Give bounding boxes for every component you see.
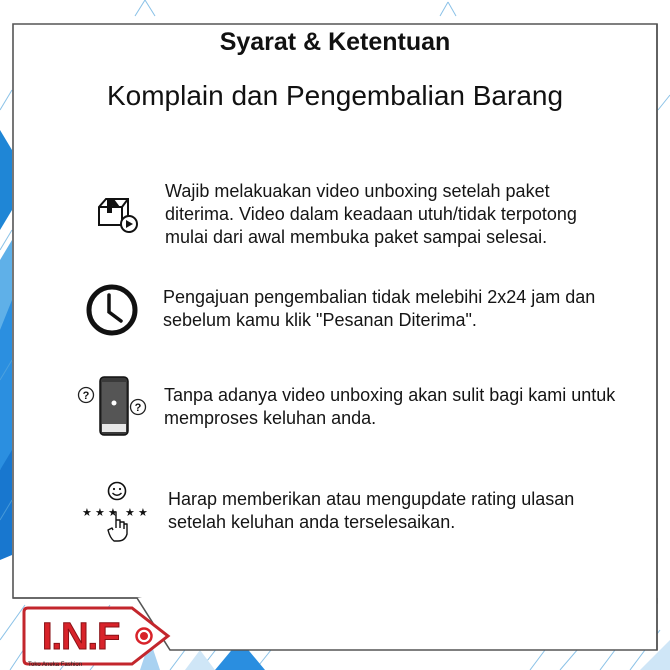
svg-text:★: ★ [108, 506, 118, 519]
phone-question-icon [76, 376, 150, 438]
text-line: sebelum kamu klik "Pesanan Diterima". [163, 310, 477, 330]
page-title: Syarat & Ketentuan [219, 28, 451, 56]
svg-text:★: ★ [95, 506, 105, 519]
svg-text:?: ? [134, 402, 142, 414]
terms-item-text [163, 286, 595, 332]
clock-icon [84, 282, 140, 338]
svg-text:★: ★ [82, 506, 92, 519]
text-line: diterima. Video dalam keadaan utuh/tidak terpotong [165, 204, 577, 224]
text-line: setelah keluhan anda terselesaikan. [168, 512, 456, 532]
text-line: Harap memberikan atau mengupdate rating ulasan [168, 489, 575, 509]
text-line: memproses keluhan anda. [164, 408, 377, 428]
svg-text:★: ★ [138, 506, 148, 519]
terms-item-text [165, 180, 577, 249]
terms-item-text [164, 384, 615, 430]
box-video-icon [96, 195, 140, 235]
logo-tagline: Toko Aneka Fashion [28, 662, 83, 668]
text-line: Wajib melakuakan video unboxing setelah paket [165, 181, 550, 201]
text-line: Pengajuan pengembalian tidak melebihi 2x24 jam dan [163, 287, 596, 307]
svg-text:★: ★ [125, 506, 135, 519]
terms-item-text [168, 488, 574, 534]
logo-text: I.N.F [42, 616, 120, 658]
text-line: Tanpa adanya video unboxing akan sulit bagi kami untuk [164, 385, 616, 405]
svg-text:?: ? [82, 390, 90, 402]
rating-stars-icon [80, 480, 152, 544]
page-subtitle: Komplain dan Pengembalian Barang [106, 80, 564, 111]
text-line: mulai dari awal membuka paket sampai selesai. [165, 227, 548, 247]
